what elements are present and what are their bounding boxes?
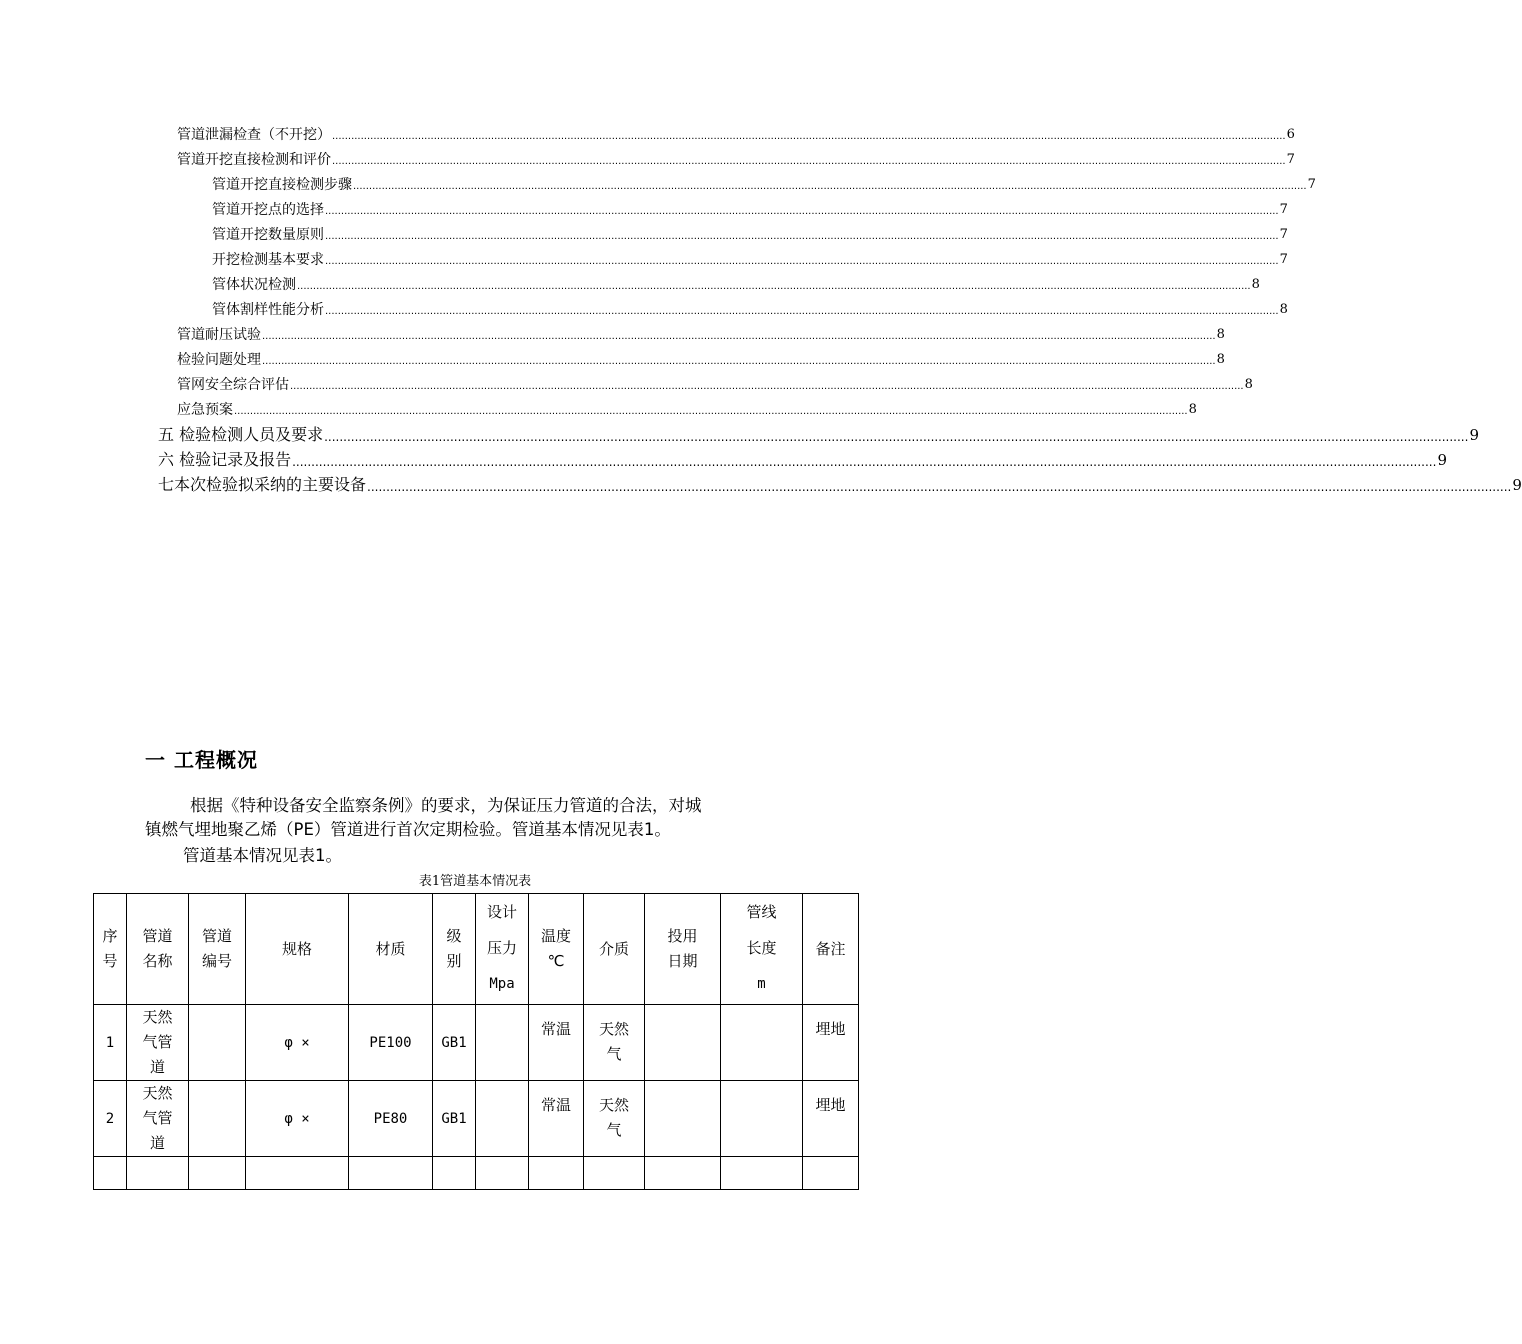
header-cell [349,894,433,1005]
header-text: 材质 [375,939,406,958]
table-row [94,1081,859,1157]
table-row [94,1005,859,1081]
toc-leader-dots: ............................................................................................................................................................................................................................................................................................................ [234,406,1188,417]
toc-leader-dots: ............................................................................................................................................................................................................................................................................................................ [262,331,1216,342]
toc-entry-title: 管道开挖点的选择 [212,202,324,218]
cell-note [803,1081,859,1157]
header-text: 介质 [598,939,629,958]
cell-text: 2 [105,1110,115,1127]
header-text: 管线 [746,903,777,921]
toc-entry-page: 7 [1279,252,1288,267]
header-text: 长度 [746,939,777,957]
toc-leader-dots: ............................................................................................................................................................................................................................................................................................................ [325,306,1279,317]
header-text: 序 [102,927,118,945]
header-text: 日期 [667,952,698,970]
header-text: 投用 [667,927,698,945]
header-text: 压力 [486,939,517,957]
header-text: 名称 [142,952,173,970]
table-caption: 表1管道基本情况表 [418,874,532,889]
toc-leader-dots: ............................................................................................................................................................................................................................................................................................................ [332,156,1286,167]
toc-leader-dots: ............................................................................................................................................................................................................................................................................................................ [290,381,1244,392]
cell-grade [433,1081,476,1157]
toc-entry[interactable] [158,449,1447,471]
cell-medium [584,1005,645,1081]
toc-leader-dots: ............................................................................................................................................................................................................................................................................................................ [332,131,1286,142]
toc-leader-dots: ............................................................................................................................................................................................................................................................................................................ [325,206,1279,217]
toc-entry[interactable] [212,250,1288,270]
toc-entry-title: 管体状况检测 [212,277,296,293]
header-text: Mpa [489,976,515,992]
cell-medium [584,1081,645,1157]
cell-text: 埋地 [815,1020,846,1038]
cell-text: 道 [149,1058,165,1076]
paragraph-line: 根据《特种设备安全监察条例》的要求，为保证压力管道的合法，对城 [190,796,702,815]
header-cell [94,894,127,1005]
toc-entry-page: 8 [1188,402,1197,417]
cell-text: 气管 [142,1033,173,1051]
cell-spec [246,1005,349,1081]
toc-entry[interactable] [177,400,1197,420]
cell-text: GB1 [441,1034,467,1051]
toc-entry[interactable] [158,474,1522,496]
header-cell [433,894,476,1005]
toc-entry[interactable] [212,225,1288,245]
header-text: 管道 [142,927,173,945]
toc-entry-title: 应急预案 [177,402,233,418]
toc-entry[interactable] [177,150,1295,170]
cell-text: 天然 [598,1020,629,1038]
toc-entry[interactable] [177,325,1225,345]
header-cell [645,894,721,1005]
cell-spec [246,1081,349,1157]
empty-cell [803,1157,859,1190]
cell-temp [529,1005,584,1081]
cell-no [94,1081,127,1157]
header-cell [721,894,803,1005]
cell-text: 天然 [598,1096,629,1114]
empty-cell [584,1157,645,1190]
header-text: 规格 [281,939,312,958]
header-cell [189,894,246,1005]
toc-entry-title: 五 检验检测人员及要求 [158,425,324,444]
toc-leader-dots: ............................................................................................................................................................................................................................................................................................................ [292,455,1437,469]
toc-leader-dots: ............................................................................................................................................................................................................................................................................................................ [262,356,1216,367]
empty-cell [529,1157,584,1190]
toc-entry-title: 管道耐压试验 [177,327,261,343]
toc-entry-title: 管道开挖数量原则 [212,227,324,243]
toc-entry-page: 8 [1251,277,1260,292]
toc-leader-dots: ............................................................................................................................................................................................................................................................................................................ [324,430,1469,444]
cell-name [127,1081,189,1157]
cell-code [189,1005,246,1081]
cell-code [189,1081,246,1157]
toc-entry-title: 管道泄漏检查（不开挖） [177,127,331,143]
empty-cell [645,1157,721,1190]
toc-entry-title: 管网安全综合评估 [177,377,289,393]
toc-entry-page: 7 [1307,177,1316,192]
toc-entry-title: 七本次检验拟采纳的主要设备 [158,475,367,494]
cell-text: φ × [284,1034,310,1051]
cell-name [127,1005,189,1081]
cell-note [803,1005,859,1081]
cell-length [721,1081,803,1157]
toc-entry[interactable] [177,350,1225,370]
header-cell [529,894,584,1005]
table-header-row [94,894,859,1005]
toc-entry[interactable] [177,125,1295,145]
header-text: 编号 [201,952,232,970]
cell-text: 气 [606,1121,622,1139]
cell-material [349,1005,433,1081]
toc-entry-page: 7 [1286,152,1295,167]
cell-pressure [476,1005,529,1081]
empty-cell [433,1157,476,1190]
toc-entry-page: 7 [1279,227,1288,242]
toc-entry[interactable] [212,275,1260,295]
header-text: 备注 [815,939,846,958]
cell-grade [433,1005,476,1081]
cell-text: 1 [105,1034,115,1051]
header-cell [476,894,529,1005]
toc-entry-page: 8 [1216,352,1225,367]
empty-cell [189,1157,246,1190]
section-heading: 一 工程概况 [145,748,258,772]
cell-text: PE80 [373,1110,408,1127]
cell-text: 常温 [540,1020,571,1038]
cell-text: 道 [149,1134,165,1152]
empty-cell [349,1157,433,1190]
toc-entry-title: 管道开挖直接检测和评价 [177,152,331,168]
toc-entry[interactable] [212,175,1316,195]
pipe-info-table [93,893,859,1190]
toc-entry-title: 管道开挖直接检测步骤 [212,177,352,193]
cell-length [721,1005,803,1081]
toc-entry[interactable] [212,200,1288,220]
toc-entry-page: 9 [1512,476,1522,494]
toc-entry-page: 8 [1279,302,1288,317]
toc-entry-page: 8 [1216,327,1225,342]
toc-leader-dots: ............................................................................................................................................................................................................................................................................................................ [325,256,1279,267]
toc-entry-title: 检验问题处理 [177,352,261,368]
header-cell [584,894,645,1005]
cell-no [94,1005,127,1081]
toc-entry-page: 7 [1279,202,1288,217]
cell-text: PE100 [369,1034,412,1051]
cell-text: φ × [284,1110,310,1127]
paragraph-line: 镇燃气埋地聚乙烯（PE）管道进行首次定期检验。管道基本情况见表1。 [145,820,671,839]
empty-cell [94,1157,127,1190]
toc-entry[interactable] [212,300,1288,320]
toc-leader-dots: ............................................................................................................................................................................................................................................................................................................ [353,181,1307,192]
header-text: ℃ [547,952,565,970]
header-text: 温度 [540,927,571,945]
header-cell [803,894,859,1005]
header-text: 级 [446,927,462,945]
header-text: 别 [446,952,462,970]
cell-pressure [476,1081,529,1157]
toc-entry[interactable] [158,424,1479,446]
cell-text: 常温 [540,1096,571,1114]
header-cell [127,894,189,1005]
toc-entry-page: 6 [1286,127,1295,142]
toc-entry-title: 开挖检测基本要求 [212,252,324,268]
cell-text: 气 [606,1045,622,1063]
header-cell [246,894,349,1005]
header-text: 号 [102,952,118,970]
cell-text: 天然 [142,1084,173,1102]
toc-leader-dots: ............................................................................................................................................................................................................................................................................................................ [297,281,1251,292]
toc-entry-title: 六 检验记录及报告 [158,450,292,469]
cell-material [349,1081,433,1157]
cell-date [645,1081,721,1157]
toc-entry-page: 9 [1469,426,1479,444]
cell-text: 天然 [142,1008,173,1026]
cell-text: 气管 [142,1109,173,1127]
toc-leader-dots: ............................................................................................................................................................................................................................................................................................................ [367,480,1512,494]
header-text: 管道 [201,927,232,945]
toc-entry-title: 管体割样性能分析 [212,302,324,318]
toc-leader-dots: ............................................................................................................................................................................................................................................................................................................ [325,231,1279,242]
toc-entry[interactable] [177,375,1253,395]
cell-text: 埋地 [815,1096,846,1114]
empty-cell [127,1157,189,1190]
toc-entry-page: 8 [1244,377,1253,392]
header-text: 设计 [486,903,517,921]
header-text: m [757,976,766,992]
cell-date [645,1005,721,1081]
cell-temp [529,1081,584,1157]
paragraph-line: 管道基本情况见表1。 [183,846,342,865]
empty-cell [476,1157,529,1190]
empty-cell [721,1157,803,1190]
table-row-empty [94,1157,859,1190]
empty-cell [246,1157,349,1190]
cell-text: GB1 [441,1110,467,1127]
toc-entry-page: 9 [1437,451,1447,469]
